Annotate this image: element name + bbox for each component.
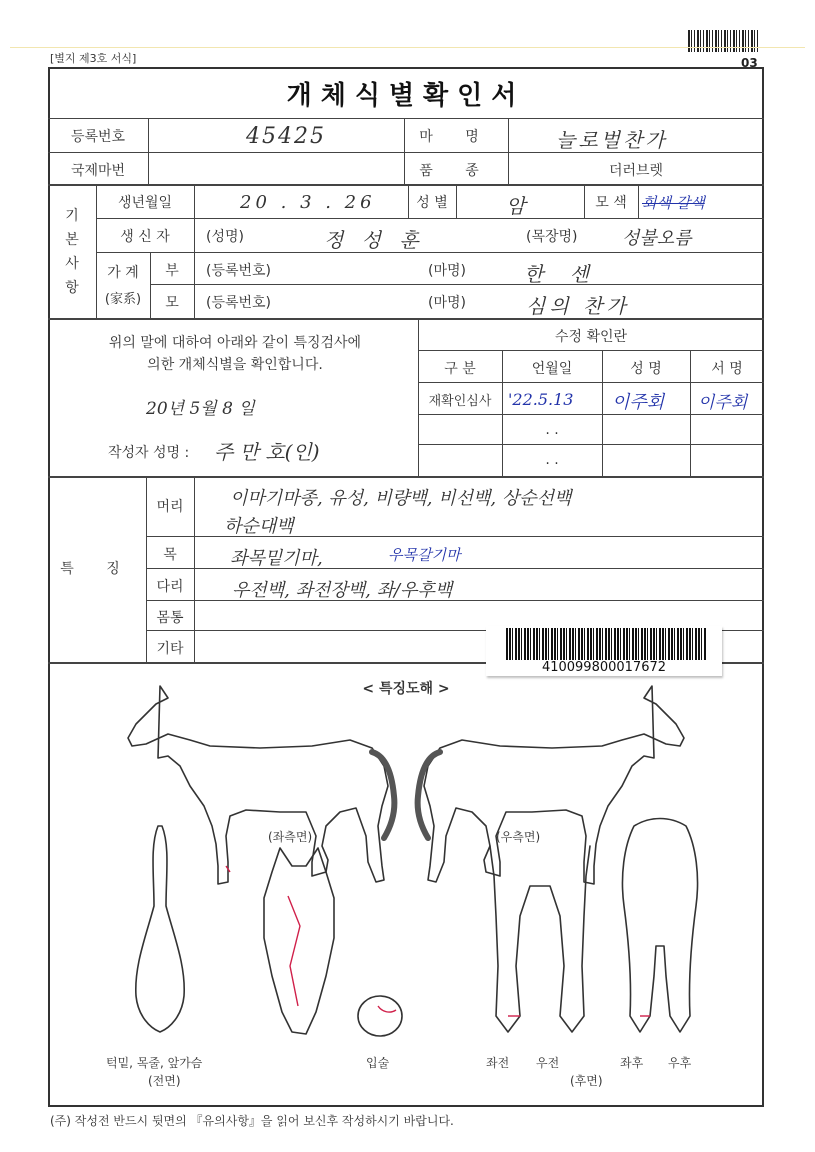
sire-name-value: 한 센 [524,262,599,286]
color-label: 모 색 [595,195,627,211]
farm-value: 성불오름 [622,228,692,249]
right-hind-label: 우후 [668,1056,692,1070]
rear-label: (후면) [570,1074,603,1088]
revision-row-type: 재확인심사 [428,394,492,409]
sex-label: 성 별 [416,195,448,211]
divider [194,184,195,318]
left-side-tail [372,752,394,838]
revision-title: 수정 확인란 [554,329,628,345]
sire-name-label: (마명) [428,263,466,279]
head-value-2: 하순대백 [224,516,294,537]
head-front-view [264,848,334,1034]
confirm-text-line1: 위의 말에 대하여 아래와 같이 특징검사에 [108,335,362,351]
farm-label: (목장명) [526,229,578,245]
right-fore-label: 우전 [536,1056,560,1070]
footnote: (주) 작성전 반드시 뒷면의 『유의사항』을 읽어 보신후 작성하시기 바랍니다. [50,1114,454,1128]
revision-row-name: 이주회 [612,392,665,413]
divider [194,476,195,662]
author-label: 작성자 성명 : [108,445,190,461]
color-value: 회색 갈색 [642,194,705,212]
body-label: 몸통 [156,610,184,626]
red-marking [288,896,300,1006]
revision-header-type: 구 분 [444,361,476,377]
page-title: 개체식별확인서 [286,81,526,111]
breeder-name-label: (성명) [206,229,244,245]
dam-label: 모 [165,295,179,311]
form-label: [별지 제3호 서식] [50,52,137,65]
horse-diagram [50,676,762,1096]
dam-name-value: 심의 찬가 [526,294,630,318]
reg-no-label: 등록번호 [70,129,126,145]
revision-header-date: 언월일 [531,361,573,377]
diagram-title: < 특징도해 > [362,681,450,697]
divider [418,382,764,383]
left-hind-label: 좌후 [620,1056,644,1070]
dam-reg-label: (등록번호) [206,295,272,311]
left-fore-label: 좌전 [486,1056,510,1070]
lips-view [358,996,402,1036]
divider [456,184,457,218]
breed-value: 더러브렛 [608,163,664,179]
revision-row-date: . . [545,422,559,438]
features-section-label: 특 징 [60,561,134,577]
divider [96,252,764,253]
top-barcode [688,30,760,52]
revision-header-name: 성 명 [630,361,662,377]
neck-value-blue: 우목갈기마 [388,546,461,564]
intl-name-label: 국제마번 [70,163,126,179]
front-neck-view [136,826,184,1032]
confirm-date: 20년 5월 8 일 [146,399,255,419]
divider [48,476,764,478]
divider [418,444,764,445]
birth-label: 생년월일 [117,195,173,211]
divider [48,184,764,186]
barcode [506,628,706,660]
red-marking [378,1006,396,1012]
left-side-label: (좌측면) [268,830,313,844]
horse-name-label: 마 명 [419,129,493,145]
legs-label: 다리 [156,579,184,595]
legs-value: 우전백, 좌전장백, 좌/우후백 [232,580,453,601]
sex-value: 암 [506,194,526,218]
family-label-hanja: (家系) [104,292,142,307]
basic-section-label: 기 본 사 항 [65,208,79,296]
head-value: 이마기마종, 유성, 비량백, 비선백, 상순선백 [230,488,572,509]
neck-value: 좌목밑기마, [230,548,323,569]
top-rule [10,47,805,48]
divider [150,284,764,285]
breeder-label: 생 신 자 [120,229,170,245]
divider [418,350,764,351]
lips-label: 입술 [366,1056,390,1070]
right-side-horse [424,686,684,884]
divider [96,218,764,219]
divider [48,318,764,320]
breeder-name-value: 정 성 훈 [324,228,425,252]
birth-value: 20 . 3 . 26 [240,192,376,213]
revision-row-date: '22.5.13 [508,390,574,409]
confirm-text-line2: 의한 개체식별을 확인합니다. [147,357,323,373]
rear-view [622,819,697,1033]
sire-reg-label: (등록번호) [206,263,272,279]
front-label: 턱밑, 목줄, 앞가슴 [106,1056,203,1070]
dam-name-label: (마명) [428,295,466,311]
horse-name-value: 늘로벌찬가 [556,128,668,152]
reg-no-value: 45425 [246,124,326,149]
right-side-label: (우측면) [496,830,541,844]
page-number: 03 [741,56,758,70]
neck-label: 목 [163,547,177,563]
right-side-tail [418,752,440,838]
revision-row-sign: 이주회 [698,393,748,413]
divider [148,118,149,184]
head-label: 머리 [156,499,184,515]
other-label: 기타 [156,641,184,657]
revision-header-sign: 서 명 [711,361,743,377]
sire-label: 부 [165,263,179,279]
divider [48,118,764,119]
revision-row-date: . . [545,452,559,468]
family-label: 가 계 [107,265,139,281]
front-legs-view [490,846,590,1032]
front-label-2: (전면) [148,1074,181,1088]
divider [638,184,639,218]
breed-label: 품 종 [419,163,493,179]
divider [418,414,764,415]
barcode-number: 410099800017672 [541,660,667,675]
author-value: 주 만 호(인) [214,440,320,464]
